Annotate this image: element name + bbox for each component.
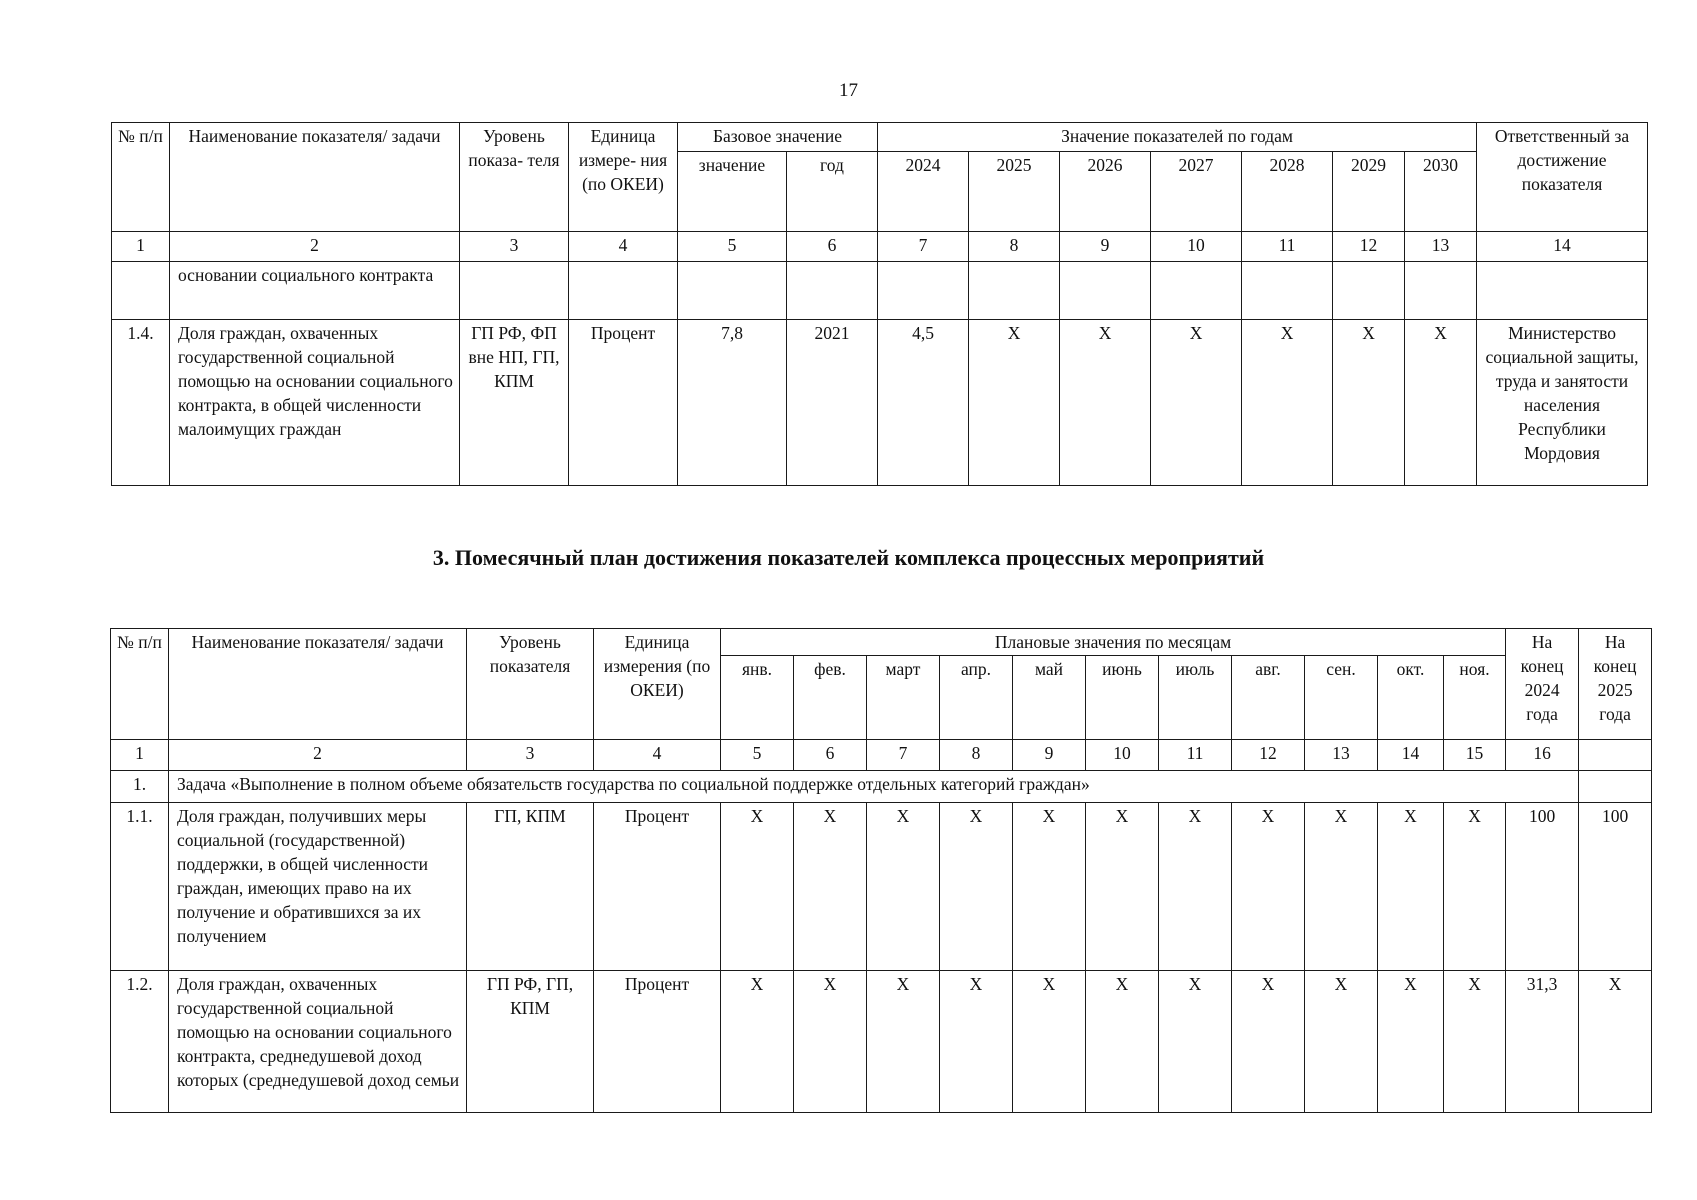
header-month: июль — [1159, 656, 1232, 740]
row-month-value: X — [1444, 803, 1506, 971]
row-end-2025: X — [1579, 971, 1652, 1113]
table-row — [112, 262, 1648, 320]
row-month-value: X — [1305, 971, 1378, 1113]
col-number: 11 — [1159, 740, 1232, 771]
header-month: ноя. — [1444, 656, 1506, 740]
header-base-year: год — [787, 152, 878, 232]
col-number: 13 — [1305, 740, 1378, 771]
row-month-value: X — [1159, 971, 1232, 1113]
header-level: Уровень показателя — [467, 629, 594, 740]
row-year-value: X — [1060, 320, 1151, 486]
row-month-value: X — [867, 971, 940, 1113]
row-month-value: X — [1013, 803, 1086, 971]
col-number: 2 — [169, 740, 467, 771]
header-year: 2024 — [878, 152, 969, 232]
row-month-value: X — [1013, 971, 1086, 1113]
row-year-value: X — [1333, 320, 1405, 486]
col-number: 6 — [787, 232, 878, 262]
header-name: Наименование показателя/ задачи — [169, 629, 467, 740]
row-end-2024: 31,3 — [1506, 971, 1579, 1113]
row-num: 1.1. — [111, 803, 169, 971]
col-number: 12 — [1232, 740, 1305, 771]
header-end-2025: На конец 2025 года — [1579, 629, 1652, 740]
header-month: май — [1013, 656, 1086, 740]
header-month: окт. — [1378, 656, 1444, 740]
row-month-value: X — [1086, 803, 1159, 971]
col-number: 5 — [678, 232, 787, 262]
row-year-value: 4,5 — [878, 320, 969, 486]
col-number: 2 — [170, 232, 460, 262]
row-unit: Процент — [594, 803, 721, 971]
col-number: 15 — [1444, 740, 1506, 771]
col-number: 10 — [1151, 232, 1242, 262]
row-year-value: X — [1405, 320, 1477, 486]
row-month-value: X — [721, 971, 794, 1113]
row-month-value: X — [1305, 803, 1378, 971]
col-number: 16 — [1506, 740, 1579, 771]
row-month-value: X — [940, 803, 1013, 971]
section-title: 3. Помесячный план достижения показателей комплекса процессных мероприятий — [432, 545, 1265, 570]
col-number — [1579, 740, 1652, 771]
header-months-group: Плановые значения по месяцам — [721, 629, 1506, 656]
col-number: 5 — [721, 740, 794, 771]
page-number: 17 — [839, 80, 858, 101]
col-number: 11 — [1242, 232, 1333, 262]
table-row — [111, 803, 1652, 971]
header-level: Уровень показа- теля — [460, 123, 569, 232]
header-year: 2030 — [1405, 152, 1477, 232]
row-month-value: X — [1232, 971, 1305, 1113]
row-month-value: X — [867, 803, 940, 971]
row-num: 1.4. — [112, 320, 170, 486]
row-num: 1.2. — [111, 971, 169, 1113]
row-year-value: X — [1242, 320, 1333, 486]
monthly-plan-table — [110, 628, 1652, 1113]
row-responsible: Министерство социальной защиты, труда и занятости населения Республики Мордовия — [1477, 320, 1648, 486]
row-unit: Процент — [569, 320, 678, 486]
row-end-2024: 100 — [1506, 803, 1579, 971]
row-month-value: X — [1444, 971, 1506, 1113]
header-num: № п/п — [112, 123, 170, 232]
row-unit: Процент — [594, 971, 721, 1113]
continuation-text: основании социального контракта — [170, 262, 460, 320]
header-year: 2029 — [1333, 152, 1405, 232]
row-month-value: X — [1086, 971, 1159, 1113]
row-name: Доля граждан, охваченных государственной социальной помощью на основании социального контракта, среднедушевой доход которых (среднедушевой доход семьи — [169, 971, 467, 1113]
row-level: ГП, КПМ — [467, 803, 594, 971]
row-level: ГП РФ, ГП, КПМ — [467, 971, 594, 1113]
col-number: 14 — [1378, 740, 1444, 771]
header-responsible: Ответственный за достижение показателя — [1477, 123, 1648, 232]
row-base-value: 7,8 — [678, 320, 787, 486]
row-month-value: X — [1378, 971, 1444, 1113]
table-row — [112, 320, 1648, 486]
col-number: 8 — [969, 232, 1060, 262]
col-number: 1 — [112, 232, 170, 262]
row-name: Доля граждан, получивших меры социальной (государственной) поддержки, в общей численности граждан, имеющих право на их получение и обратившихся за их получением — [169, 803, 467, 971]
col-number: 13 — [1405, 232, 1477, 262]
col-number: 12 — [1333, 232, 1405, 262]
row-name: Доля граждан, охваченных государственной социальной помощью на основании социального контракта, в общей численности малоимущих граждан — [170, 320, 460, 486]
col-number: 3 — [467, 740, 594, 771]
col-number: 8 — [940, 740, 1013, 771]
col-number: 3 — [460, 232, 569, 262]
header-base: Базовое значение — [678, 123, 878, 152]
header-base-value: значение — [678, 152, 787, 232]
header-year: 2028 — [1242, 152, 1333, 232]
row-month-value: X — [721, 803, 794, 971]
task-num: 1. — [111, 771, 169, 803]
header-month: апр. — [940, 656, 1013, 740]
header-month: март — [867, 656, 940, 740]
col-number: 4 — [569, 232, 678, 262]
header-month: фев. — [794, 656, 867, 740]
table-row — [111, 971, 1652, 1113]
col-number: 6 — [794, 740, 867, 771]
task-row — [111, 771, 1652, 803]
header-name: Наименование показателя/ задачи — [170, 123, 460, 232]
row-month-value: X — [1159, 803, 1232, 971]
col-number: 7 — [878, 232, 969, 262]
indicators-table — [111, 122, 1648, 486]
row-month-value: X — [1378, 803, 1444, 971]
row-month-value: X — [1232, 803, 1305, 971]
row-month-value: X — [794, 971, 867, 1113]
header-month: янв. — [721, 656, 794, 740]
col-number: 9 — [1013, 740, 1086, 771]
header-month: сен. — [1305, 656, 1378, 740]
header-month: авг. — [1232, 656, 1305, 740]
header-years-group: Значение показателей по годам — [878, 123, 1477, 152]
row-base-year: 2021 — [787, 320, 878, 486]
task-text: Задача «Выполнение в полном объеме обязательств государства по социальной поддержке отдельных категорий граждан» — [169, 771, 1579, 803]
row-month-value: X — [940, 971, 1013, 1113]
row-end-2025: 100 — [1579, 803, 1652, 971]
header-unit: Единица измере- ния (по ОКЕИ) — [569, 123, 678, 232]
col-number: 4 — [594, 740, 721, 771]
row-year-value: X — [1151, 320, 1242, 486]
header-year: 2026 — [1060, 152, 1151, 232]
header-year: 2027 — [1151, 152, 1242, 232]
header-num: № п/п — [111, 629, 169, 740]
col-number: 7 — [867, 740, 940, 771]
header-end-2024: На конец 2024 года — [1506, 629, 1579, 740]
header-month: июнь — [1086, 656, 1159, 740]
header-year: 2025 — [969, 152, 1060, 232]
row-month-value: X — [794, 803, 867, 971]
col-number: 1 — [111, 740, 169, 771]
header-unit: Единица измерения (по ОКЕИ) — [594, 629, 721, 740]
col-number: 14 — [1477, 232, 1648, 262]
row-year-value: X — [969, 320, 1060, 486]
row-level: ГП РФ, ФП вне НП, ГП, КПМ — [460, 320, 569, 486]
col-number: 10 — [1086, 740, 1159, 771]
col-number: 9 — [1060, 232, 1151, 262]
